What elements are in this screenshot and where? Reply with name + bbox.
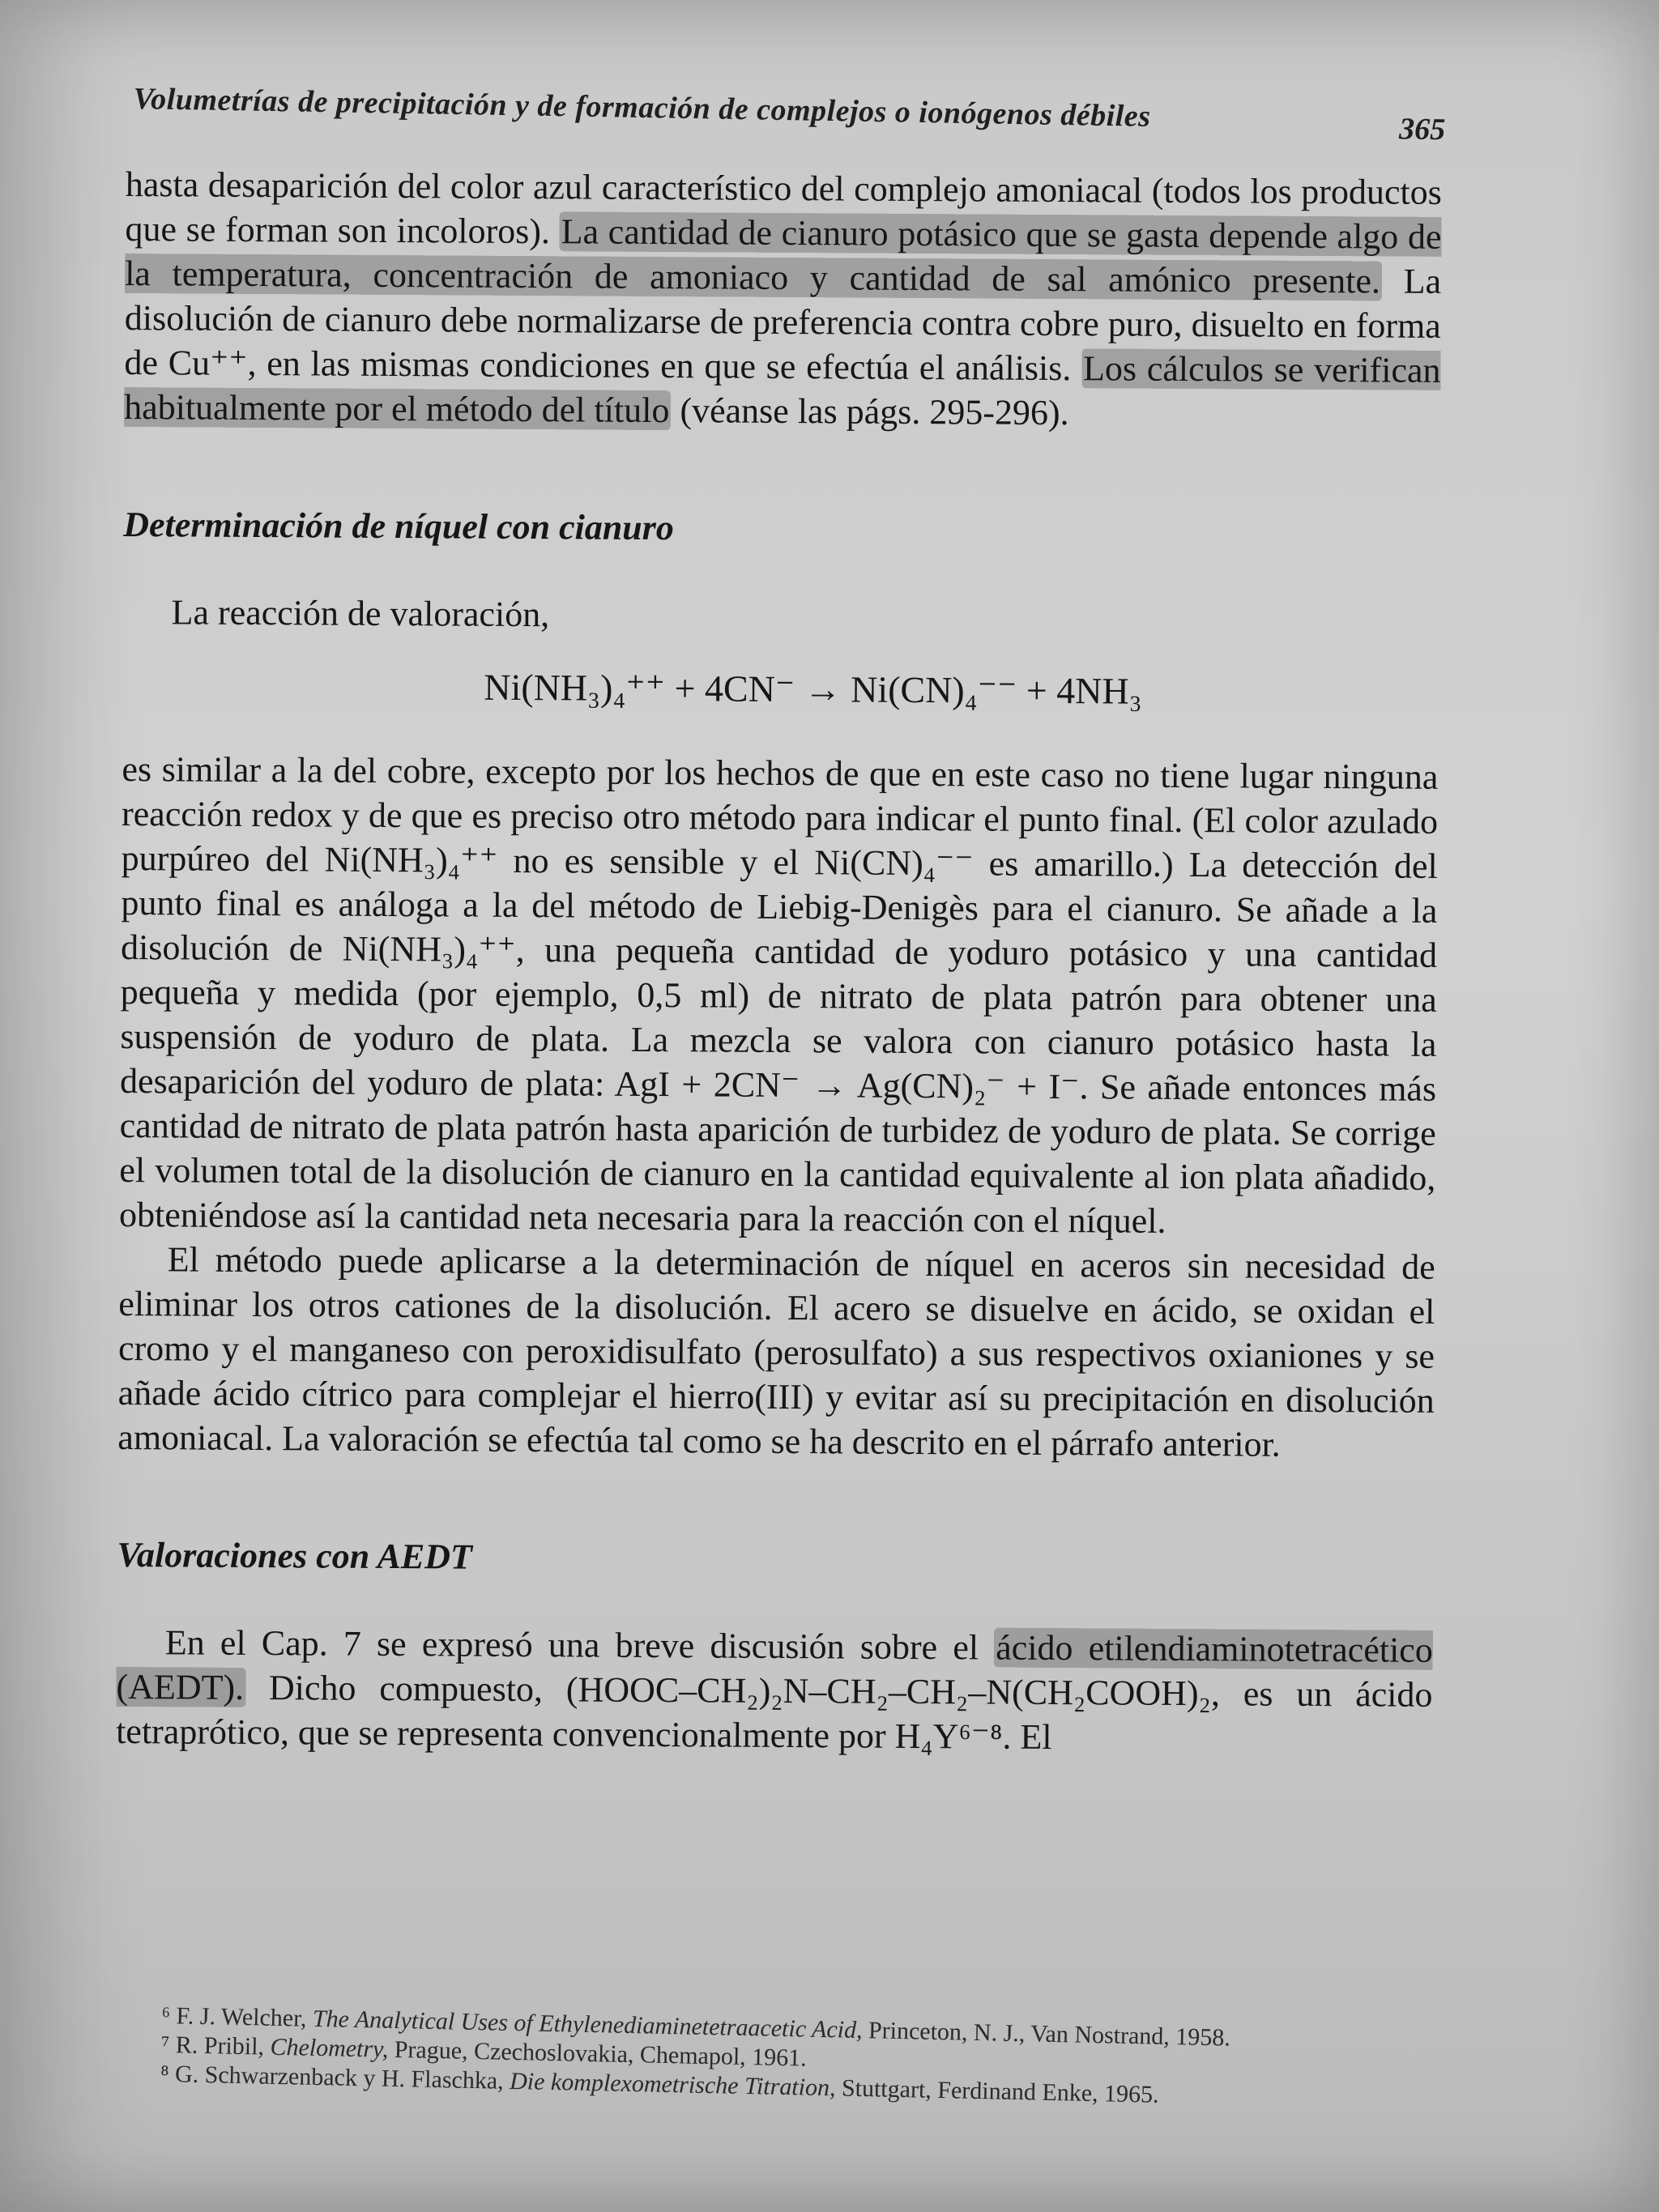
paragraph-aedt: En el Cap. 7 se expresó una breve discusión sobre el ácido etilendiaminotetracético (AEDT). Dicho compuesto, (HOOC–CH₂)₂N–CH₂–CH₂–N(CH₂COOH)₂, es un ácido tetraprótico, que se representa convencionalmente por H₄Y⁶⁻⁸. El xyxy=(116,1622,1433,1758)
reaction-equation: Ni(NH₃)₄⁺⁺ + 4CN⁻ → Ni(CN)₄⁻⁻ + 4NH₃ xyxy=(484,666,1142,712)
paragraph-reaction-intro: La reacción de valoración, xyxy=(171,592,550,635)
page-header xyxy=(133,81,1446,160)
highlighted-text: ácido etilendiaminotetracético (AEDT). xyxy=(116,1627,1433,1707)
page-number: 365 xyxy=(1398,112,1446,147)
highlighted-text: Los cálculos se verifican habitualmente por el método del título xyxy=(124,348,1441,431)
footnote-6: ⁶ F. J. Welcher, The Analytical Uses of Ethylenediaminetetraacetic Acid, Princeton, N. J., Van Nostrand, 1958. xyxy=(161,2001,1231,2052)
paragraph-continuation: hasta desaparición del color azul característico del complejo amoniacal (todos los productos que se forman son incoloros). La cantidad de cianuro potásico que se gasta depende algo de la temperatura, concentración de amoniaco y cantidad de sal amónico presente. La disolución de cianuro debe normalizarse de preferencia contra cobre puro, disuelto en forma de Cu⁺⁺, en las mismas condiciones en que se efectúa el análisis. Los cálculos se verifican habitualmente por el método del título (véanse las págs. 295-296). xyxy=(124,164,1442,433)
paragraph-nickel-steel: El método puede aplicarse a la determinación de níquel en aceros sin necesidad de eliminar los otros cationes de la disolución. El acero se disuelve en ácido, se oxidan el cromo y el manganeso con peroxidisulfato (perosulfato) a sus respectivos oxianiones y se añade ácido cítrico para complejar el hierro(III) y evitar así su precipitación en disolución amoniacal. La valoración se efectúa tal como se ha descrito en el párrafo anterior. xyxy=(117,1239,1435,1464)
running-title: Volumetrías de precipitación y de formación de complejos o ionógenos débiles xyxy=(133,81,1151,134)
footnote-8: ⁸ G. Schwarzenback y H. Flaschka, Die komplexometrische Titration, Stuttgart, Ferdinand Enke, 1965. xyxy=(160,2060,1159,2108)
highlighted-text: La cantidad de cianuro potásico que se gasta depende algo de la temperatura, concentración de amoniaco y cantidad de sal amónico presente. xyxy=(125,211,1442,301)
footnote-7: ⁷ R. Pribil, Chelometry, Prague, Czechoslovakia, Chemapol, 1961. xyxy=(160,2031,808,2072)
section-heading-nickel: Determinación de níquel con cianuro xyxy=(123,504,674,548)
page-body xyxy=(116,162,1442,1762)
paragraph-nickel-method: es similar a la del cobre, excepto por los hechos de que en este caso no tiene lugar ninguna reacción redox y de que es preciso otro método para indicar el punto final. (El color azulado purpúreo del Ni(NH₃)₄⁺⁺ no es sensible y el Ni(CN)₄⁻⁻ es amarillo.) La detección del punto final es análoga a la del método de Liebig-Denigès para el cianuro. Se añade a la disolución de Ni(NH₃)₄⁺⁺, una pequeña cantidad de yoduro potásico y una cantidad pequeña y medida (por ejemplo, 0,5 ml) de nitrato de plata patrón para obtener una suspensión de yoduro de plata. La mezcla se valora con cianuro potásico hasta la desaparición del yoduro de plata: AgI + 2CN⁻ → Ag(CN)₂⁻ + I⁻. Se añade entonces más cantidad de nitrato de plata patrón hasta aparición de turbidez de yoduro de plata. Se corrige el volumen total de la disolución de cianuro en la cantidad equivalente al ion plata añadido, obteniéndose así la cantidad neta necesaria para la reacción con el níquel. xyxy=(118,748,1439,1241)
footnotes xyxy=(124,2001,1414,2115)
section-heading-aedt: Valoraciones con AEDT xyxy=(117,1534,473,1577)
